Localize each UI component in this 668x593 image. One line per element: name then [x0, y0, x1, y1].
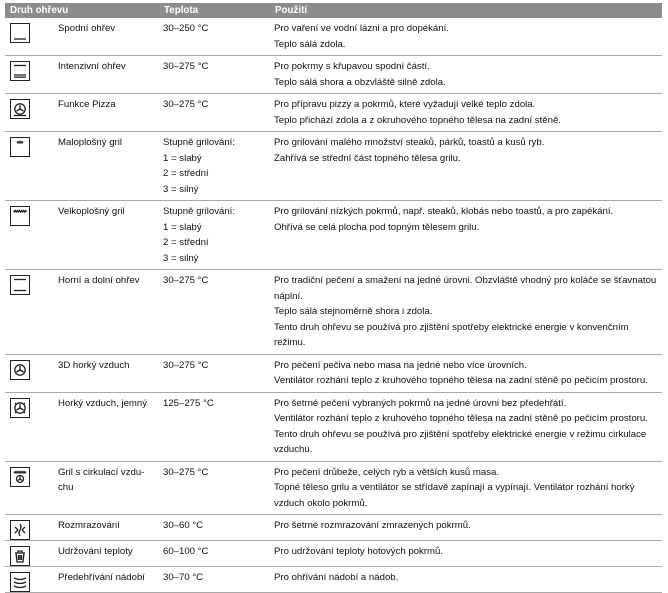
hot-air-3d-icon	[10, 360, 30, 380]
keep-warm-icon	[10, 546, 30, 566]
usage-line: Pro tradiční pečení a smažení na jedné úrovni. Obzvláště vhodný pro koláče se šťavnatou náplní.	[274, 275, 657, 302]
mode-icon-cell	[5, 461, 55, 515]
mode-temperature	[159, 392, 270, 461]
usage-line: Ohřívá se celá plocha pod topným tělesem grilu.	[274, 221, 480, 233]
mode-icon-cell	[5, 94, 55, 132]
temperature-value: 125–275 °C	[163, 397, 214, 409]
mode-temperature	[159, 94, 270, 132]
mode-name: Udržování teploty	[58, 546, 133, 557]
mode-icon-cell	[5, 132, 55, 201]
temperature-value: 30–275 °C	[163, 466, 209, 478]
usage-line: Teplo sálá zdola.	[274, 38, 346, 50]
mode-temperature	[159, 567, 270, 593]
usage-line: Pro grilování nízkých pokrmů, např. steaků, klobás nebo toastů, a pro zapékání.	[274, 206, 614, 217]
mode-icon-cell	[5, 515, 55, 541]
plate-warming-icon	[10, 572, 30, 592]
mode-name: Horní a dolní ohřev	[58, 275, 140, 286]
usage-line: Zahřívá se střední část topného tělesa grilu.	[274, 152, 461, 164]
mode-usage	[270, 567, 662, 593]
usage-line: Teplo sálá shora a obzvláště silně zdola.	[274, 76, 446, 88]
gentle-hot-air-icon	[10, 398, 30, 418]
usage-line: Pro šetrné pečení vybraných pokrmů na jedné úrovni bez předehřátí.	[274, 397, 567, 409]
mode-icon-cell	[5, 541, 55, 567]
grill-level: 1 = slabý	[163, 221, 202, 233]
grill-level: 2 = střední	[163, 168, 209, 179]
header-temp: Teplota	[164, 5, 199, 16]
mode-temperature	[159, 541, 270, 567]
defrost-icon	[10, 520, 30, 540]
mode-temperature	[159, 56, 270, 94]
mode-icon-cell	[5, 56, 55, 94]
usage-line: Pro pečení drůbeže, celých ryb a větších kusů masa.	[274, 466, 500, 478]
usage-line: Pro vaření ve vodní lázni a pro dopékání.	[274, 23, 449, 34]
temperature-value: 30–60 °C	[163, 520, 204, 531]
temperature-value: 30–275 °C	[163, 61, 209, 72]
usage-line: Ventilátor rozhání teplo z kruhového topného tělesa na zadní stěně po pečicím prostoru.	[274, 375, 648, 386]
usage-line: Pro ohřívání nádobí a nádob.	[274, 572, 399, 583]
temperature-value: 60–100 °C	[163, 546, 209, 557]
mode-icon-cell	[5, 354, 55, 392]
mode-name: Intenzivní ohřev	[58, 61, 126, 72]
table-row	[5, 18, 662, 56]
usage-line: Pro přípravu pizzy a pokrmů, které vyžadují velké teplo zdola.	[274, 99, 536, 110]
usage-line: Pro pokrmy s křupavou spodní částí.	[274, 61, 430, 72]
mode-usage	[270, 541, 662, 567]
mode-usage	[270, 515, 662, 541]
mode-icon-cell	[5, 392, 55, 461]
usage-line: Teplo sálá stejnoměrně shora i zdola.	[274, 306, 433, 317]
header-use: Použití	[275, 5, 308, 16]
usage-line: Pro pečení pečiva nebo masa na jedné nebo více úrovních.	[274, 359, 527, 371]
temperature-value: 30–70 °C	[163, 572, 204, 583]
table-row	[5, 354, 662, 392]
bottom-heat-icon	[10, 23, 30, 43]
mode-usage	[270, 18, 662, 56]
mode-temperature	[159, 461, 270, 515]
temperature-value: 30–275 °C	[163, 275, 209, 286]
mode-temperature	[159, 201, 270, 270]
large-grill-icon	[10, 206, 30, 226]
grill-level: 3 = silný	[163, 252, 199, 264]
usage-line: Ventilátor rozhání teplo z kruhového topného tělesa na zadní stěně po pečicím prostoru.	[274, 413, 648, 424]
mode-name: Velkoplošný gril	[58, 206, 125, 217]
mode-name: Gril s cirkulací vzdu-chu	[58, 466, 145, 493]
mode-icon-cell	[5, 567, 55, 593]
temperature-value: Stupně grilování:	[163, 137, 235, 148]
heating-modes-table	[5, 3, 662, 593]
usage-line: Teplo přichází zdola a z okruhového topného tělesa na zadní stěně.	[274, 114, 561, 126]
mode-usage	[270, 132, 662, 201]
table-row	[5, 132, 662, 201]
mode-temperature	[159, 270, 270, 355]
table-row	[5, 201, 662, 270]
mode-usage	[270, 201, 662, 270]
mode-name: Funkce Pizza	[58, 99, 116, 110]
grill-level: 1 = slabý	[163, 152, 202, 164]
table-row	[5, 270, 662, 355]
grill-level: 3 = silný	[163, 183, 199, 195]
temperature-value: Stupně grilování:	[163, 206, 235, 217]
mode-usage	[270, 94, 662, 132]
usage-line: Pro grilování malého množství steaků, párků, toastů a kusů ryb.	[274, 137, 545, 148]
mode-name: Maloplošný gril	[58, 137, 122, 148]
table-header	[5, 3, 662, 18]
mode-usage	[270, 354, 662, 392]
mode-usage	[270, 461, 662, 515]
usage-line: Tento druh ohřevu se používá pro zjištění spotřeby elektrické energie v konvenčním režimu.	[274, 321, 629, 348]
mode-name: Horký vzduch, jemný	[58, 397, 148, 409]
mode-usage	[270, 56, 662, 94]
mode-icon-cell	[5, 270, 55, 355]
mode-name: Spodní ohřev	[58, 23, 116, 34]
mode-usage	[270, 392, 662, 461]
table-row	[5, 461, 662, 515]
mode-name: Rozmrazování	[58, 520, 120, 531]
table-row	[5, 541, 662, 567]
pizza-function-icon	[10, 99, 30, 119]
table-row	[5, 94, 662, 132]
temperature-value: 30–250 °C	[163, 23, 209, 34]
usage-line: Pro udržování teploty hotových pokrmů.	[274, 546, 444, 557]
table-row	[5, 515, 662, 541]
mode-temperature	[159, 354, 270, 392]
mode-usage	[270, 270, 662, 355]
header-mode: Druh ohřevu	[10, 5, 69, 16]
grill-level: 2 = střední	[163, 237, 209, 248]
table-row	[5, 56, 662, 94]
temperature-value: 30–275 °C	[163, 359, 209, 371]
usage-line: Pro šetrné rozmrazování zmrazených pokrmů.	[274, 520, 471, 531]
usage-line: Tento druh ohřevu se používá pro zjištění spotřeby elektrické energie v režimu cirkulace vzduchu.	[274, 428, 647, 455]
intensive-heat-icon	[10, 61, 30, 81]
mode-name: Předehřívání nádobí	[58, 572, 145, 583]
circulation-grill-icon	[10, 467, 30, 487]
mode-name: 3D horký vzduch	[58, 359, 130, 371]
usage-line: Topné těleso grilu a ventilátor se střídavě zapínají a vypínají. Ventilátor rozhání horký vzduch okolo pokrmů.	[274, 482, 635, 509]
mode-icon-cell	[5, 201, 55, 270]
mode-temperature	[159, 132, 270, 201]
table-row	[5, 567, 662, 593]
mode-temperature	[159, 515, 270, 541]
table-row	[5, 392, 662, 461]
top-bottom-heat-icon	[10, 275, 30, 295]
small-grill-icon	[10, 137, 30, 157]
mode-icon-cell	[5, 18, 55, 56]
temperature-value: 30–275 °C	[163, 99, 209, 110]
mode-temperature	[159, 18, 270, 56]
